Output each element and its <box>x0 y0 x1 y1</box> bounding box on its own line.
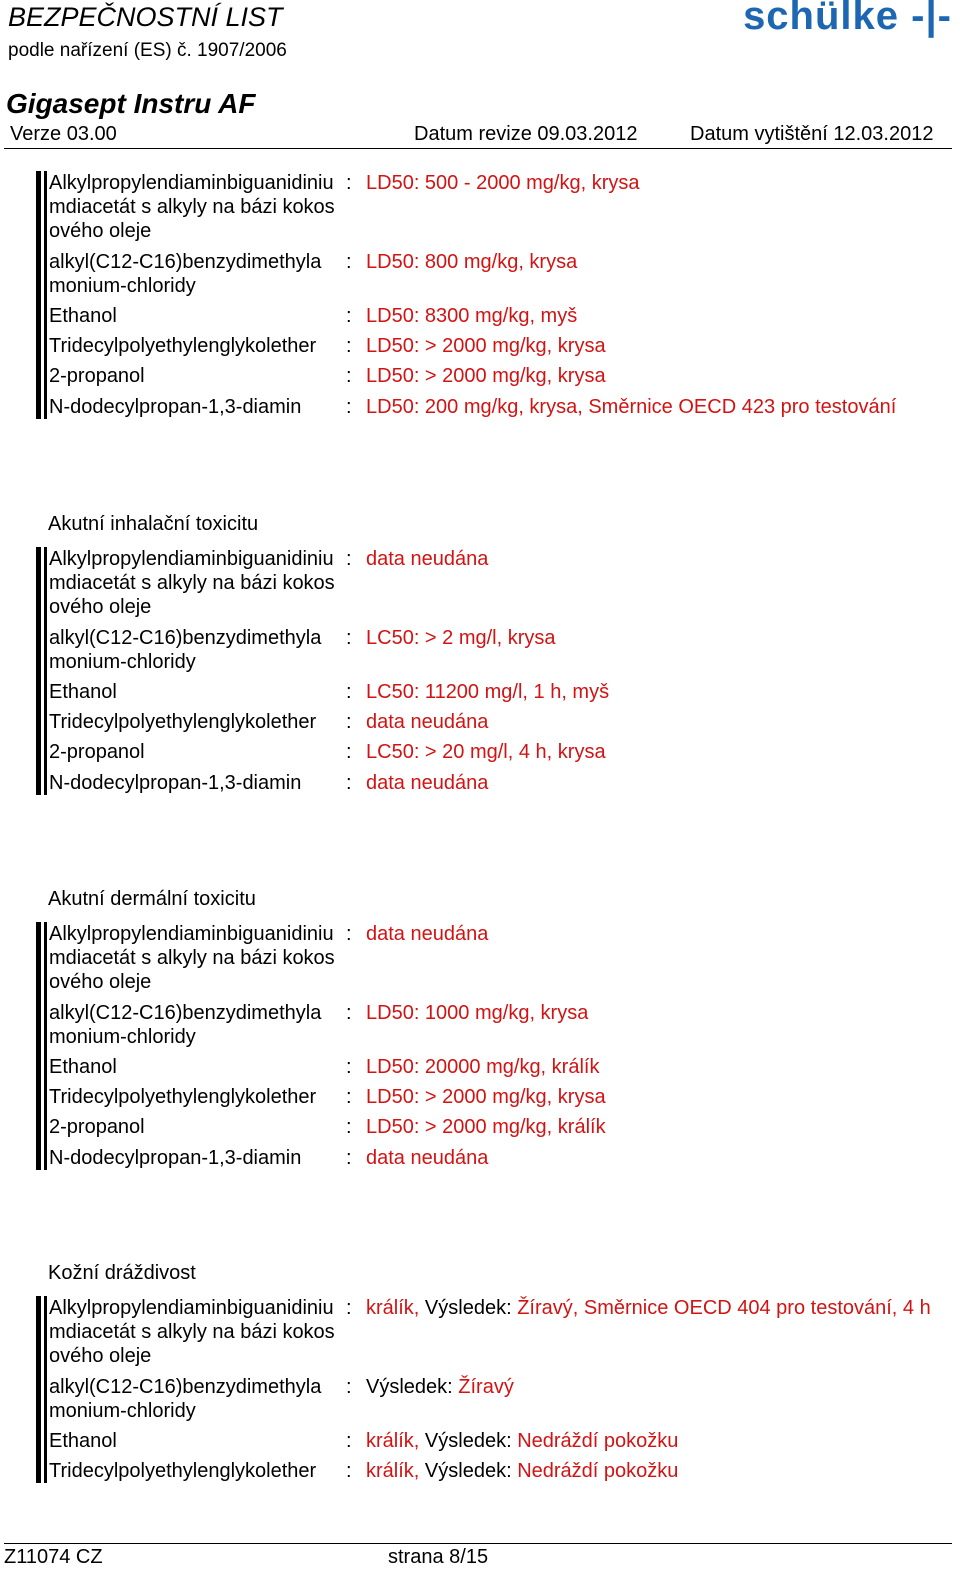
toxicity-value: LC50: > 20 mg/l, 4 h, krysa <box>366 741 606 764</box>
test-species: králík <box>366 1460 414 1483</box>
separator: : <box>346 1430 352 1453</box>
separator: : <box>346 741 352 764</box>
section-2 <box>36 886 956 1170</box>
separator: : <box>346 1056 352 1079</box>
change-marker-bar <box>36 1296 41 1483</box>
product-name: Gigasept Instru AF <box>6 88 256 119</box>
substance-name: Tridecylpolyethylenglykolether <box>49 1460 317 1483</box>
substance-name: alkyl(C12-C16)benzydimethylamonium-chloridy <box>49 1375 322 1422</box>
toxicity-value: LD50: > 2000 mg/kg, králík <box>366 1116 606 1139</box>
section-rows <box>36 171 956 419</box>
toxicity-value: LD50: 200 mg/kg, krysa, Směrnice OECD 423 pro testování <box>366 395 897 418</box>
change-marker-bar <box>44 547 47 795</box>
version-label: Verze <box>10 123 62 145</box>
document-title: BEZPEČNOSTNÍ LIST <box>8 2 283 32</box>
substance-row <box>36 1375 956 1423</box>
toxicity-value: LD50: > 2000 mg/kg, krysa <box>366 365 606 388</box>
substance-row <box>36 547 956 620</box>
separator: : <box>346 1375 352 1398</box>
toxicity-value: králík, Výsledek: Žíravý, Směrnice OECD 404 pro testování, 4 h <box>366 1297 931 1319</box>
substance-row <box>36 1296 956 1369</box>
substance-name: Ethanol <box>49 1430 117 1453</box>
toxicity-value: LD50: 8300 mg/kg, myš <box>366 305 578 328</box>
separator: : <box>346 923 352 945</box>
substance-row <box>36 740 956 764</box>
separator: : <box>346 305 352 328</box>
footer-divider <box>4 1543 952 1544</box>
substance-row <box>36 922 956 995</box>
separator: : <box>346 771 352 794</box>
toxicity-value: LD50: 500 - 2000 mg/kg, krysa <box>366 172 640 194</box>
substance-row <box>36 1459 956 1483</box>
change-marker-bar <box>36 171 41 419</box>
substance-name: Ethanol <box>49 1056 117 1079</box>
substance-name: Ethanol <box>49 681 117 704</box>
toxicity-value: králík, Výsledek: Nedráždí pokožku <box>366 1430 679 1453</box>
test-species: králík <box>366 1430 414 1453</box>
header-divider <box>4 148 952 149</box>
substance-row <box>36 710 956 734</box>
toxicity-value: LC50: 11200 mg/l, 1 h, myš <box>366 681 610 704</box>
substance-row <box>36 364 956 388</box>
result-value: Žíravý <box>517 1297 573 1319</box>
section-rows <box>36 1296 956 1483</box>
substance-name: Tridecylpolyethylenglykolether <box>49 1086 317 1109</box>
version-value: 03.00 <box>66 123 117 145</box>
section-rows <box>36 922 956 1170</box>
separator: : <box>346 335 352 358</box>
result-label: Výsledek: <box>424 1430 512 1453</box>
separator: : <box>346 1146 352 1169</box>
toxicity-value: data neudána <box>366 1146 489 1169</box>
substance-name: Alkylpropylendiaminbiguanidiniumdiacetát s alkyly na bázi kokosového oleje <box>49 1297 335 1368</box>
toxicity-value: LD50: 1000 mg/kg, krysa <box>366 1001 589 1024</box>
substance-name: alkyl(C12-C16)benzydimethylamonium-chloridy <box>49 626 322 673</box>
substance-name: Alkylpropylendiaminbiguanidiniumdiacetát s alkyly na bázi kokosového oleje <box>49 172 335 243</box>
substance-name: alkyl(C12-C16)benzydimethylamonium-chloridy <box>49 250 322 297</box>
substance-name: Tridecylpolyethylenglykolether <box>49 335 317 358</box>
substance-row <box>36 334 956 358</box>
separator: : <box>346 626 352 649</box>
section-3 <box>36 1260 956 1483</box>
substance-name: 2-propanol <box>49 741 145 764</box>
section-0 <box>36 171 956 419</box>
separator: : <box>346 172 352 194</box>
substance-name: 2-propanol <box>49 365 145 388</box>
result-value: Nedráždí pokožku <box>517 1460 679 1483</box>
substance-row <box>36 1055 956 1079</box>
toxicity-value: LD50: 800 mg/kg, krysa <box>366 250 578 273</box>
separator: : <box>346 1116 352 1139</box>
substance-row <box>36 250 956 298</box>
page-number: strana 8/15 <box>388 1546 489 1568</box>
section-rows <box>36 547 956 795</box>
toxicity-value: LD50: 20000 mg/kg, králík <box>366 1056 600 1079</box>
substance-row <box>36 771 956 795</box>
version-line <box>10 123 117 146</box>
section-title: Akutní dermální toxicitu <box>48 888 256 910</box>
substance-name: N-dodecylpropan-1,3-diamin <box>49 771 302 794</box>
substance-name: 2-propanol <box>49 1116 145 1139</box>
substance-row <box>36 1001 956 1049</box>
logo-wordmark: schülke <box>743 0 900 38</box>
result-label: Výsledek: <box>366 1375 453 1398</box>
substance-name: N-dodecylpropan-1,3-diamin <box>49 395 302 418</box>
toxicity-value: LD50: > 2000 mg/kg, krysa <box>366 1086 606 1109</box>
test-guideline: Směrnice OECD 404 pro testování, 4 h <box>583 1297 931 1319</box>
result-value: Žíravý <box>458 1375 514 1398</box>
substance-name: Alkylpropylendiaminbiguanidiniumdiacetát s alkyly na bázi kokosového oleje <box>49 923 335 994</box>
result-value: Nedráždí pokožku <box>517 1430 679 1453</box>
substance-name: alkyl(C12-C16)benzydimethylamonium-chloridy <box>49 1001 322 1048</box>
toxicity-value: LC50: > 2 mg/l, krysa <box>366 626 556 649</box>
separator: : <box>346 1001 352 1024</box>
toxicity-value: data neudána <box>366 548 489 570</box>
substance-name: Tridecylpolyethylenglykolether <box>49 711 317 734</box>
substance-row <box>36 1146 956 1170</box>
revision-date: Datum revize 09.03.2012 <box>414 123 638 145</box>
section-title: Akutní inhalační toxicitu <box>48 513 259 535</box>
substance-name: Ethanol <box>49 305 117 328</box>
section-1 <box>36 511 956 795</box>
change-marker-bar <box>36 922 41 1170</box>
substance-row <box>36 1429 956 1453</box>
substance-name: N-dodecylpropan-1,3-diamin <box>49 1146 302 1169</box>
section-title: Kožní dráždivost <box>48 1262 196 1284</box>
separator: : <box>346 711 352 734</box>
change-marker-bar <box>44 171 47 419</box>
separator: : <box>346 365 352 388</box>
separator: : <box>346 681 352 704</box>
toxicity-value: data neudána <box>366 711 489 734</box>
separator: : <box>346 250 352 273</box>
toxicity-value: data neudána <box>366 923 489 945</box>
toxicity-value: králík, Výsledek: Nedráždí pokožku <box>366 1460 679 1483</box>
test-species: králík <box>366 1297 414 1319</box>
brand-logo <box>743 0 952 39</box>
change-marker-bar <box>44 922 47 1170</box>
substance-row <box>36 1115 956 1139</box>
print-date: Datum vytištění 12.03.2012 <box>690 123 934 145</box>
change-marker-bar <box>44 1296 47 1483</box>
substance-row <box>36 680 956 704</box>
substance-row <box>36 395 956 419</box>
toxicity-value: LD50: > 2000 mg/kg, krysa <box>366 335 606 358</box>
separator: : <box>346 548 352 570</box>
logo-cross-icon: -|- <box>911 0 952 38</box>
separator: : <box>346 1297 352 1319</box>
separator: : <box>346 1460 352 1483</box>
substance-row <box>36 626 956 674</box>
change-marker-bar <box>36 547 41 795</box>
toxicity-value: data neudána <box>366 771 489 794</box>
substance-row <box>36 1085 956 1109</box>
substance-row <box>36 171 956 244</box>
toxicity-value <box>366 1375 946 1423</box>
separator: : <box>346 1086 352 1109</box>
result-label: Výsledek: <box>424 1297 512 1319</box>
substance-row <box>36 304 956 328</box>
substance-name: Alkylpropylendiaminbiguanidiniumdiacetát s alkyly na bázi kokosového oleje <box>49 548 335 619</box>
document-code: Z11074 CZ <box>4 1546 103 1568</box>
result-label: Výsledek: <box>424 1460 512 1483</box>
separator: : <box>346 395 352 418</box>
regulation-line: podle nařízení (ES) č. 1907/2006 <box>8 40 287 61</box>
